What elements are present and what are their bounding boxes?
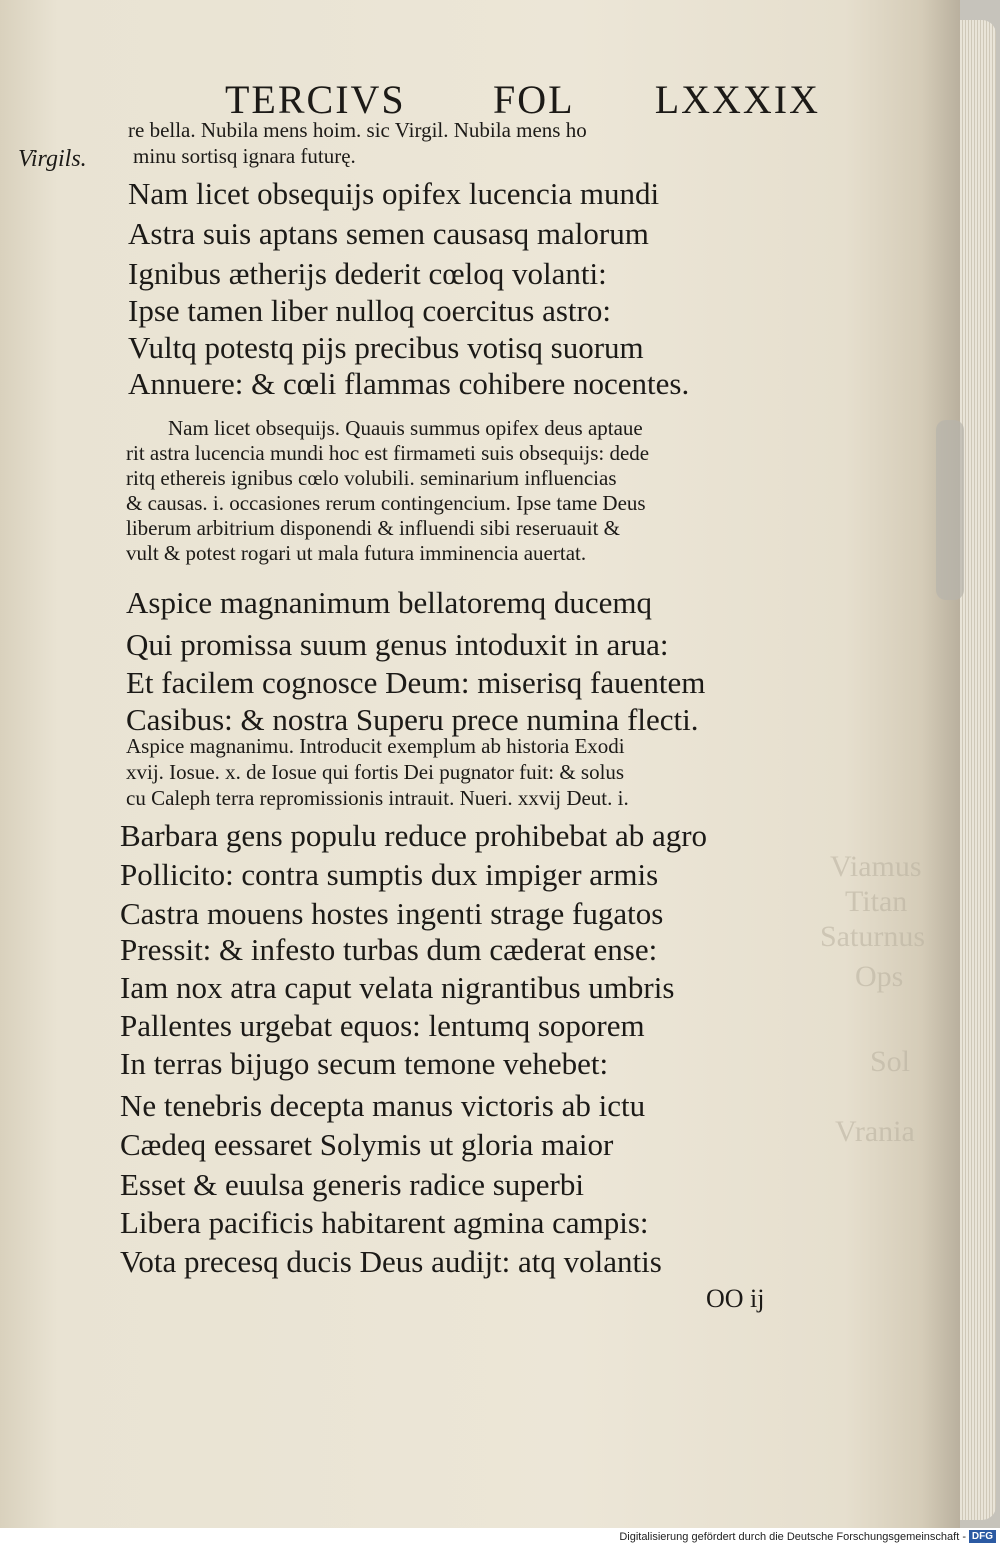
show-through-text: Saturnus	[820, 920, 925, 953]
signature-mark: OO ij	[706, 1284, 765, 1313]
show-through-text: Titan	[845, 885, 908, 918]
page-edge-stack	[960, 20, 996, 1520]
verse-line: Pallentes urgebat equos: lentumq soporem	[120, 1008, 645, 1043]
commentary-line: & causas. i. occasiones rerum contingencium. Ipse tame Deus	[126, 491, 646, 515]
commentary-line: cu Caleph terra repromissionis intrauit. Nueri. xxvij Deut. i.	[126, 786, 629, 810]
verse-line: Nam licet obsequijs opifex lucencia mundi	[128, 176, 660, 211]
verse-line: Cædeq eessaret Solymis ut gloria maior	[120, 1127, 614, 1162]
commentary-line: re bella. Nubila mens hoim. sic Virgil. Nubila mens ho	[128, 118, 587, 142]
verse-line: Annuere: & cœli flammas cohibere nocentes.	[128, 366, 690, 401]
verse-line: Ignibus ætherijs dederit cœloq volanti:	[128, 256, 607, 291]
verse-line: Vultq potestq pijs precibus votisq suorum	[128, 330, 644, 365]
folio-word: FOL	[493, 77, 575, 122]
verse-line: Barbara gens populu reduce prohibebat ab agro	[120, 818, 708, 853]
commentary-line: Nam licet obsequijs. Quauis summus opifex deus aptaue	[168, 416, 643, 440]
commentary-line: xvij. Iosue. x. de Iosue qui fortis Dei pugnator fuit: & solus	[126, 760, 625, 784]
folio-number: LXXXIX	[654, 77, 820, 122]
verse-line: Pressit: & infesto turbas dum cæderat ense:	[120, 932, 658, 967]
verse-line: Astra suis aptans semen causasq malorum	[128, 216, 649, 251]
clip-shadow	[936, 420, 964, 600]
verse-line: Esset & euulsa generis radice superbi	[120, 1167, 584, 1202]
commentary-line: rit astra lucencia mundi hoc est firmameti suis obsequijs: dede	[126, 441, 650, 465]
verse-line: Casibus: & nostra Superu prece numina flecti.	[126, 702, 699, 737]
verse-line: Pollicito: contra sumptis dux impiger armis	[120, 857, 659, 892]
show-through-text: Ops	[855, 960, 904, 993]
verse-line: Vota precesq ducis Deus audijt: atq volantis	[120, 1244, 662, 1279]
commentary-line: ritq ethereis ignibus cœlo volubili. seminarium influencias	[126, 466, 617, 490]
verse-line: Libera pacificis habitarent agmina campis:	[120, 1205, 649, 1240]
commentary-line: minu sortisq ignara futurę.	[133, 144, 356, 168]
verse-line: Aspice magnanimum bellatoremq ducemq	[126, 585, 652, 620]
verse-line: Ne tenebris decepta manus victoris ab ictu	[120, 1088, 646, 1123]
show-through-text: Sol	[870, 1045, 911, 1078]
dfg-logo: DFG	[969, 1530, 996, 1543]
verse-line: Iam nox atra caput velata nigrantibus umbris	[120, 970, 675, 1005]
verse-line: Qui promissa suum genus intoduxit in arua:	[126, 627, 669, 662]
verse-line: Et facilem cognosce Deum: miserisq fauentem	[126, 665, 706, 700]
running-head: TERCIVS	[225, 77, 406, 122]
verse-line: Ipse tamen liber nulloq coercitus astro:	[128, 293, 611, 328]
show-through-text: Viamus	[830, 850, 922, 883]
commentary-line: vult & potest rogari ut mala futura imminencia auertat.	[126, 541, 587, 565]
marginal-note: Virgils.	[18, 146, 87, 172]
commentary-line: liberum arbitrium disponendi & influendi sibi reseruauit &	[126, 516, 620, 540]
verse-line: Castra mouens hostes ingenti strage fugatos	[120, 896, 664, 931]
show-through-text: Vrania	[835, 1115, 915, 1148]
footer-credit: Digitalisierung gefördert durch die Deutsche Forschungsgemeinschaft -	[619, 1531, 966, 1543]
verse-line: In terras bijugo secum temone vehebet:	[120, 1046, 609, 1081]
commentary-line: Aspice magnanimu. Introducit exemplum ab historia Exodi	[126, 734, 625, 758]
